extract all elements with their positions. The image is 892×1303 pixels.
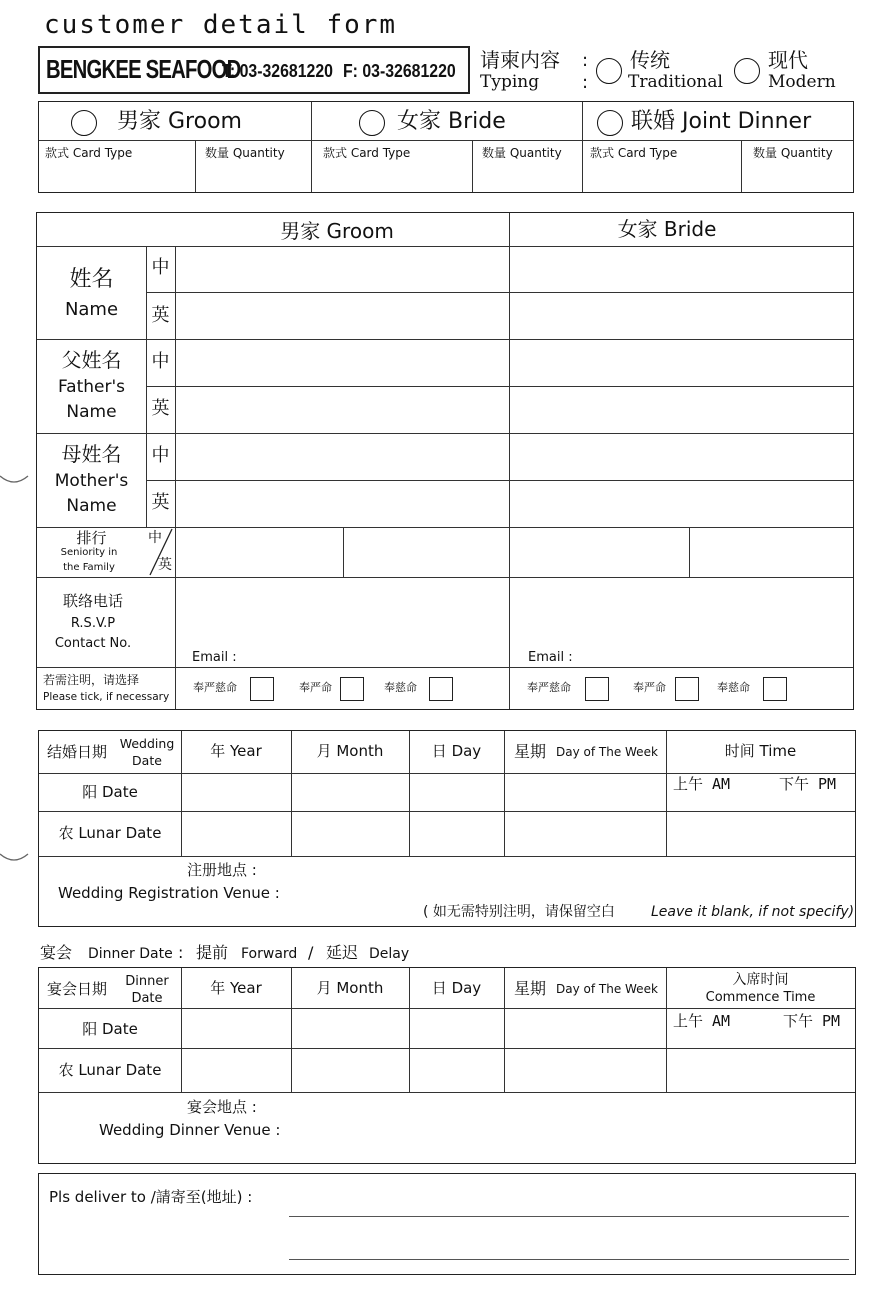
groom-tick-box-2[interactable] [340, 677, 364, 701]
dinner-change-label-en: Dinner Date [88, 946, 173, 962]
dinner-date-label-en1: Dinner [125, 974, 169, 989]
commence-time-en: Commence Time [705, 990, 816, 1005]
dinner-date-label-en2: Date [131, 991, 163, 1006]
blank-note-cn: ( 如无需特别注明，请保留空白 [423, 904, 615, 920]
tick-label-cn: 若需注明，请选择 [43, 673, 140, 687]
details-groom-heading: 男家 Groom [280, 219, 394, 243]
delivery-label: Pls deliver to /請寄至(地址) : [49, 1188, 253, 1206]
company-header-box [38, 46, 470, 94]
mother-label-en1: Mother's [54, 471, 129, 491]
mother-en-marker: 英 [151, 492, 170, 513]
typing-colon-2: : [582, 72, 589, 93]
wedding-lunar-label: 农 Lunar Date [58, 824, 162, 842]
groom-quantity-label: 数量 Quantity [205, 146, 285, 160]
address-line-2[interactable] [289, 1259, 849, 1260]
dinner-day-header: 日 Day [431, 979, 482, 997]
dinner-weekday-en: Day of The Week [556, 982, 658, 996]
dinner-date-label-cn: 宴会日期 [47, 980, 108, 998]
contact-label-en2: Contact No. [54, 636, 132, 651]
registration-venue-en: Wedding Registration Venue : [58, 884, 280, 902]
commence-time-cn: 入席时间 [732, 972, 789, 988]
father-label-en2: Name [66, 402, 117, 422]
name-label-en: Name [64, 299, 119, 320]
bride-tick-box-3[interactable] [763, 677, 787, 701]
dinner-month-header: 月 Month [316, 979, 384, 997]
seniority-label-en1: Seniority in [60, 547, 118, 558]
dinner-am-label: 上午 AM [673, 1012, 731, 1030]
typing-colon: : [582, 50, 589, 71]
modern-radio[interactable] [734, 58, 760, 84]
dinner-venue-en: Wedding Dinner Venue : [99, 1121, 281, 1139]
groom-card-radio[interactable] [71, 110, 97, 136]
details-table [36, 212, 854, 710]
address-line-1[interactable] [289, 1216, 849, 1217]
wedding-year-header: 年 Year [210, 742, 262, 760]
forward-delay-slash: / [308, 943, 314, 962]
groom-email-label: Email : [192, 650, 237, 665]
father-label-cn: 父姓名 [61, 348, 122, 372]
bride-card-radio[interactable] [359, 110, 385, 136]
wedding-weekday-cn: 星期 [514, 742, 547, 761]
bride-quantity-label: 数量 Quantity [482, 146, 562, 160]
form-title: customer detail form [44, 10, 398, 40]
father-label-en1: Father's [57, 377, 126, 397]
traditional-en: Traditional [628, 72, 723, 92]
groom-tick-box-1[interactable] [250, 677, 274, 701]
dinner-change-label-cn: 宴会 [40, 943, 73, 962]
bride-tick-opt-2: 奉严命 [633, 681, 666, 694]
name-label-cn: 姓名 [69, 267, 114, 292]
wedding-date-label-cn: 结婚日期 [47, 743, 108, 761]
traditional-cn: 传统 [630, 48, 670, 72]
wedding-date-label-en1: Wedding [119, 736, 175, 751]
seniority-cn-marker: 中 [148, 530, 162, 546]
joint-card-radio[interactable] [597, 110, 623, 136]
bride-card-type-label: 款式 Card Type [323, 146, 411, 160]
blank-note-en: Leave it blank, if not specify) [651, 904, 855, 920]
dinner-venue-cn: 宴会地点 : [187, 1098, 257, 1116]
joint-quantity-label: 数量 Quantity [753, 146, 833, 160]
mother-label-cn: 母姓名 [61, 442, 122, 466]
bride-email-label: Email : [528, 650, 573, 665]
father-cn-marker: 中 [151, 351, 170, 372]
wedding-time-header: 时间 Time [724, 742, 797, 760]
groom-tick-opt-1: 奉严慈命 [193, 681, 237, 694]
delivery-address-box [38, 1173, 856, 1275]
dinner-solar-label: 阳 Date [82, 1020, 138, 1038]
company-phone: T: 03-32681220 [222, 61, 333, 81]
traditional-radio[interactable] [596, 58, 622, 84]
bride-card-label: 女家 Bride [397, 109, 506, 134]
wedding-date-table [38, 730, 856, 927]
card-type-section [38, 101, 854, 193]
bride-tick-box-2[interactable] [675, 677, 699, 701]
delay-en: Delay [369, 946, 410, 962]
wedding-solar-label: 阳 Date [82, 783, 138, 801]
seniority-label-en2: the Family [63, 562, 115, 573]
binder-hole-mark-1 [0, 470, 30, 490]
modern-en: Modern [768, 72, 836, 92]
dinner-date-table [38, 967, 856, 1164]
wedding-month-header: 月 Month [316, 742, 384, 760]
groom-card-type-label: 款式 Card Type [45, 146, 133, 160]
dinner-year-header: 年 Year [210, 979, 262, 997]
joint-card-type-label: 款式 Card Type [590, 146, 678, 160]
dinner-pm-label: 下午 PM [783, 1012, 841, 1030]
contact-label-en1: R.S.V.P [70, 616, 116, 631]
wedding-weekday-en: Day of The Week [556, 745, 658, 759]
contact-label-cn: 联络电话 [62, 592, 123, 610]
groom-card-label: 男家 Groom [117, 109, 242, 134]
tick-label-en: Please tick, if necessary [43, 691, 170, 703]
groom-tick-opt-3: 奉慈命 [384, 681, 417, 694]
binder-hole-mark-2 [0, 848, 30, 868]
wedding-date-label-en2: Date [132, 753, 162, 768]
name-en-marker: 英 [151, 305, 170, 326]
bride-tick-opt-1: 奉严慈命 [527, 681, 571, 694]
wedding-day-header: 日 Day [431, 742, 482, 760]
company-fax: F: 03-32681220 [343, 61, 456, 81]
dinner-weekday-cn: 星期 [514, 979, 547, 998]
groom-tick-opt-2: 奉严命 [299, 681, 332, 694]
typing-label-en: Typing [480, 72, 540, 92]
company-name: BENGKEE SEAFOOD [46, 54, 241, 84]
typing-label-cn: 请柬内容 [480, 48, 560, 72]
mother-cn-marker: 中 [151, 445, 170, 466]
seniority-label-cn: 排行 [76, 529, 107, 547]
wedding-pm-label: 下午 PM [779, 775, 837, 793]
delay-cn: 延迟 [326, 943, 359, 962]
seniority-en-marker: 英 [158, 557, 172, 573]
father-en-marker: 英 [151, 398, 170, 419]
joint-card-label: 联婚 Joint Dinner [631, 109, 812, 134]
name-cn-marker: 中 [151, 257, 170, 278]
bride-tick-box-1[interactable] [585, 677, 609, 701]
groom-tick-box-3[interactable] [429, 677, 453, 701]
forward-cn: 提前 [196, 943, 229, 962]
registration-venue-cn: 注册地点 : [187, 861, 257, 879]
wedding-am-label: 上午 AM [673, 775, 731, 793]
mother-label-en2: Name [66, 496, 117, 516]
forward-en: Forward [241, 946, 298, 962]
dinner-change-colon: : [178, 943, 184, 962]
bride-tick-opt-3: 奉慈命 [717, 681, 750, 694]
dinner-lunar-label: 农 Lunar Date [58, 1061, 162, 1079]
details-bride-heading: 女家 Bride [617, 217, 717, 241]
modern-cn: 现代 [768, 48, 808, 72]
